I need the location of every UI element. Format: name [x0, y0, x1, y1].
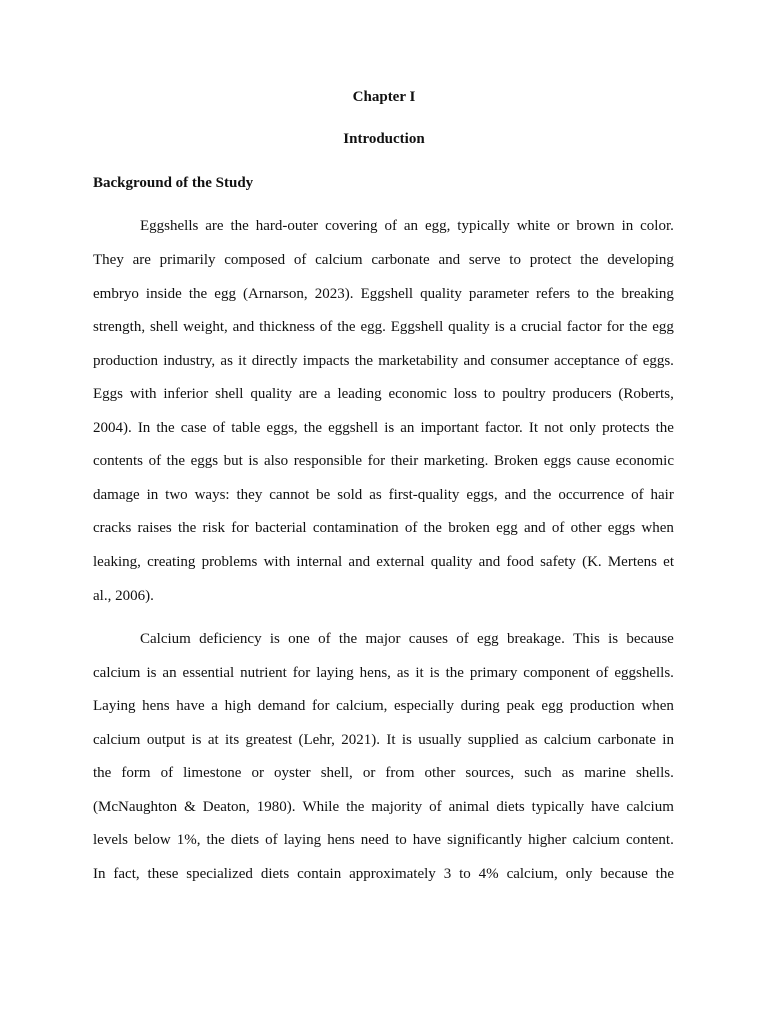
chapter-heading: Chapter I [352, 89, 416, 105]
paragraph-line: calcium is an essential nutrient for laying hens, as it is the primary component of eggshells. [93, 665, 674, 681]
paragraph-line: Laying hens have a high demand for calcium, especially during peak egg production when [93, 698, 674, 714]
paragraph-line: levels below 1%, the diets of laying hens need to have significantly higher calcium content. [93, 832, 674, 848]
paragraph-line: leaking, creating problems with internal and external quality and food safety (K. Mertens et [93, 554, 674, 570]
paragraph-line: al., 2006). [93, 588, 154, 604]
paragraph-line: contents of the eggs but is also responsible for their marketing. Broken eggs cause economic [93, 453, 674, 469]
paragraph-line: 2004). In the case of table eggs, the eggshell is an important factor. It not only protects the [93, 420, 674, 436]
paragraph-line: Calcium deficiency is one of the major causes of egg breakage. This is because [140, 631, 674, 647]
paragraph-line: cracks raises the risk for bacterial contamination of the broken egg and of other eggs when [93, 520, 674, 536]
paragraph-line: embryo inside the egg (Arnarson, 2023). Eggshell quality parameter refers to the breaking [93, 286, 674, 302]
paragraph-line: the form of limestone or oyster shell, or from other sources, such as marine shells. [93, 765, 674, 781]
paragraph-line: They are primarily composed of calcium carbonate and serve to protect the developing [93, 252, 674, 268]
paragraph-line: In fact, these specialized diets contain approximately 3 to 4% calcium, only because the [93, 866, 674, 882]
paragraph-line: calcium output is at its greatest (Lehr, 2021). It is usually supplied as calcium carbonate in [93, 732, 674, 748]
paragraph-line: production industry, as it directly impacts the marketability and consumer acceptance of eggs. [93, 353, 674, 369]
paragraph-line: damage in two ways: they cannot be sold as first-quality eggs, and the occurrence of hair [93, 487, 674, 503]
page-title: Introduction [343, 131, 425, 147]
paragraph-line: (McNaughton & Deaton, 1980). While the majority of animal diets typically have calcium [93, 799, 674, 815]
paragraph-line: Eggshells are the hard-outer covering of an egg, typically white or brown in color. [140, 218, 674, 234]
section-heading: Background of the Study [93, 175, 254, 191]
paragraph-line: strength, shell weight, and thickness of the egg. Eggshell quality is a crucial factor for the egg [93, 319, 674, 335]
paragraph-line: Eggs with inferior shell quality are a leading economic loss to poultry producers (Roberts, [93, 386, 674, 402]
